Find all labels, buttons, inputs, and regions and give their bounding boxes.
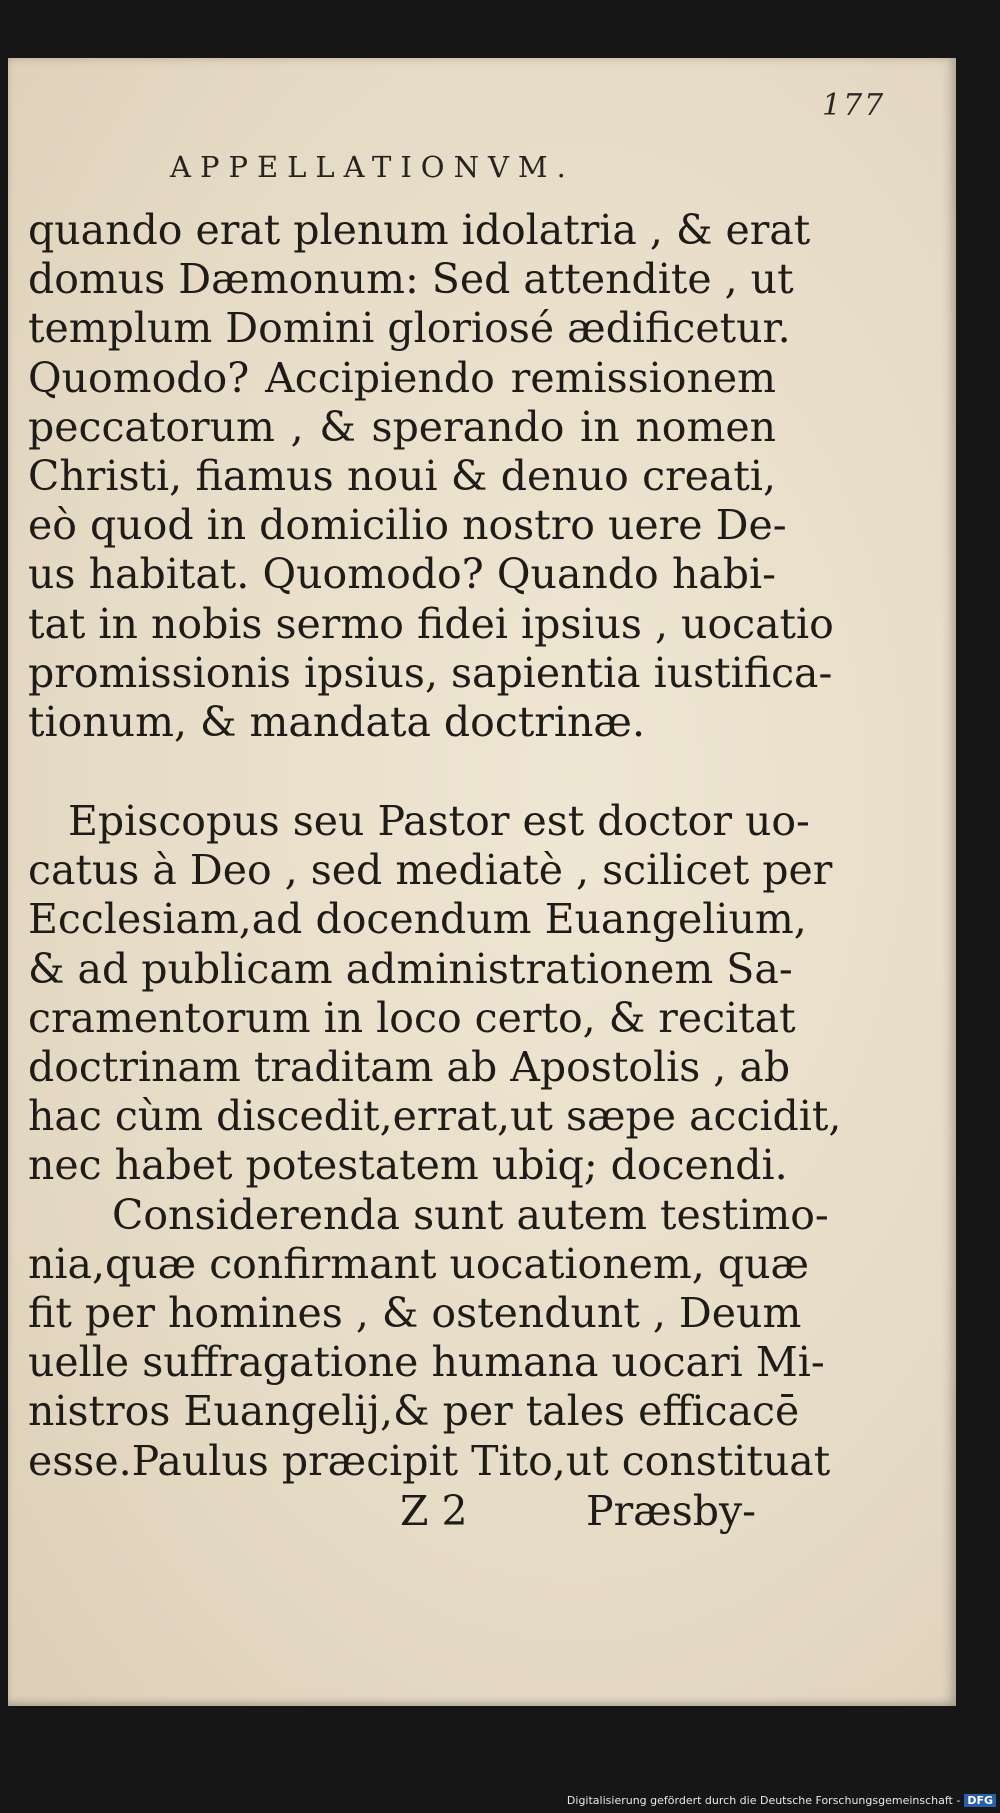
- signature-mark: Z 2: [400, 1487, 468, 1535]
- text-line: tionum, & mandata doctrinæ.: [28, 697, 645, 746]
- digitization-credit: [567, 1794, 996, 1807]
- text-line: Considerenda sunt autem testimo-: [112, 1190, 829, 1239]
- text-line: promissionis ipsius, sapientia iustifica-: [28, 648, 833, 697]
- text-line: eò quod in domicilio nostro uere De-: [28, 501, 787, 550]
- text-line: esse.Paulus præcipit Tito,ut constituat: [28, 1436, 831, 1485]
- text-line: hac cùm discedit,errat,ut sæpe accidit,: [28, 1092, 842, 1141]
- text-line: quando erat plenum idolatria , & erat: [28, 206, 811, 254]
- text-line: tat in nobis sermo fidei ipsius , uocatio: [28, 599, 834, 648]
- page-number: 177: [822, 88, 886, 123]
- text-line: & ad publicam administrationem Sa-: [28, 944, 793, 993]
- running-head: APPELLATIONVM.: [170, 150, 575, 184]
- text-line: Christi, fiamus noui & denuo creati,: [28, 451, 776, 500]
- text-line: nistros Euangelij,& per tales efficacē: [28, 1387, 800, 1436]
- text-line: Quomodo? Accipiendo remissionem: [28, 353, 776, 402]
- credit-text: Digitalisierung gefördert durch die Deutsche Forschungsgemeinschaft -: [566, 1794, 961, 1807]
- text-line: fit per homines , & ostendunt , Deum: [28, 1288, 802, 1337]
- text-line: cramentorum in loco certo, & recitat: [28, 993, 796, 1042]
- text-line: peccatorum , & sperando in nomen: [28, 402, 776, 451]
- dfg-logo: DFG: [964, 1794, 996, 1807]
- catchword: Præsby-: [586, 1487, 757, 1535]
- text-line: nec habet potestatem ubiq; docendi.: [28, 1141, 788, 1190]
- text-line: catus à Deo , sed mediatè , scilicet per: [28, 846, 833, 895]
- text-line: templum Domini gloriosé ædificetur.: [28, 304, 791, 353]
- text-line: Ecclesiam,ad docendum Euangelium,: [28, 895, 807, 944]
- text-line: us habitat. Quomodo? Quando habi-: [28, 550, 776, 599]
- text-line: uelle suffragatione humana uocari Mi-: [28, 1338, 825, 1387]
- text-line: Episcopus seu Pastor est doctor uo-: [68, 797, 810, 846]
- text-line: nia,quæ confirmant uocationem, quæ: [28, 1239, 810, 1288]
- text-line: domus Dæmonum: Sed attendite , ut: [28, 255, 794, 304]
- text-line: doctrinam traditam ab Apostolis , ab: [28, 1043, 791, 1091]
- body-text: [28, 206, 842, 1486]
